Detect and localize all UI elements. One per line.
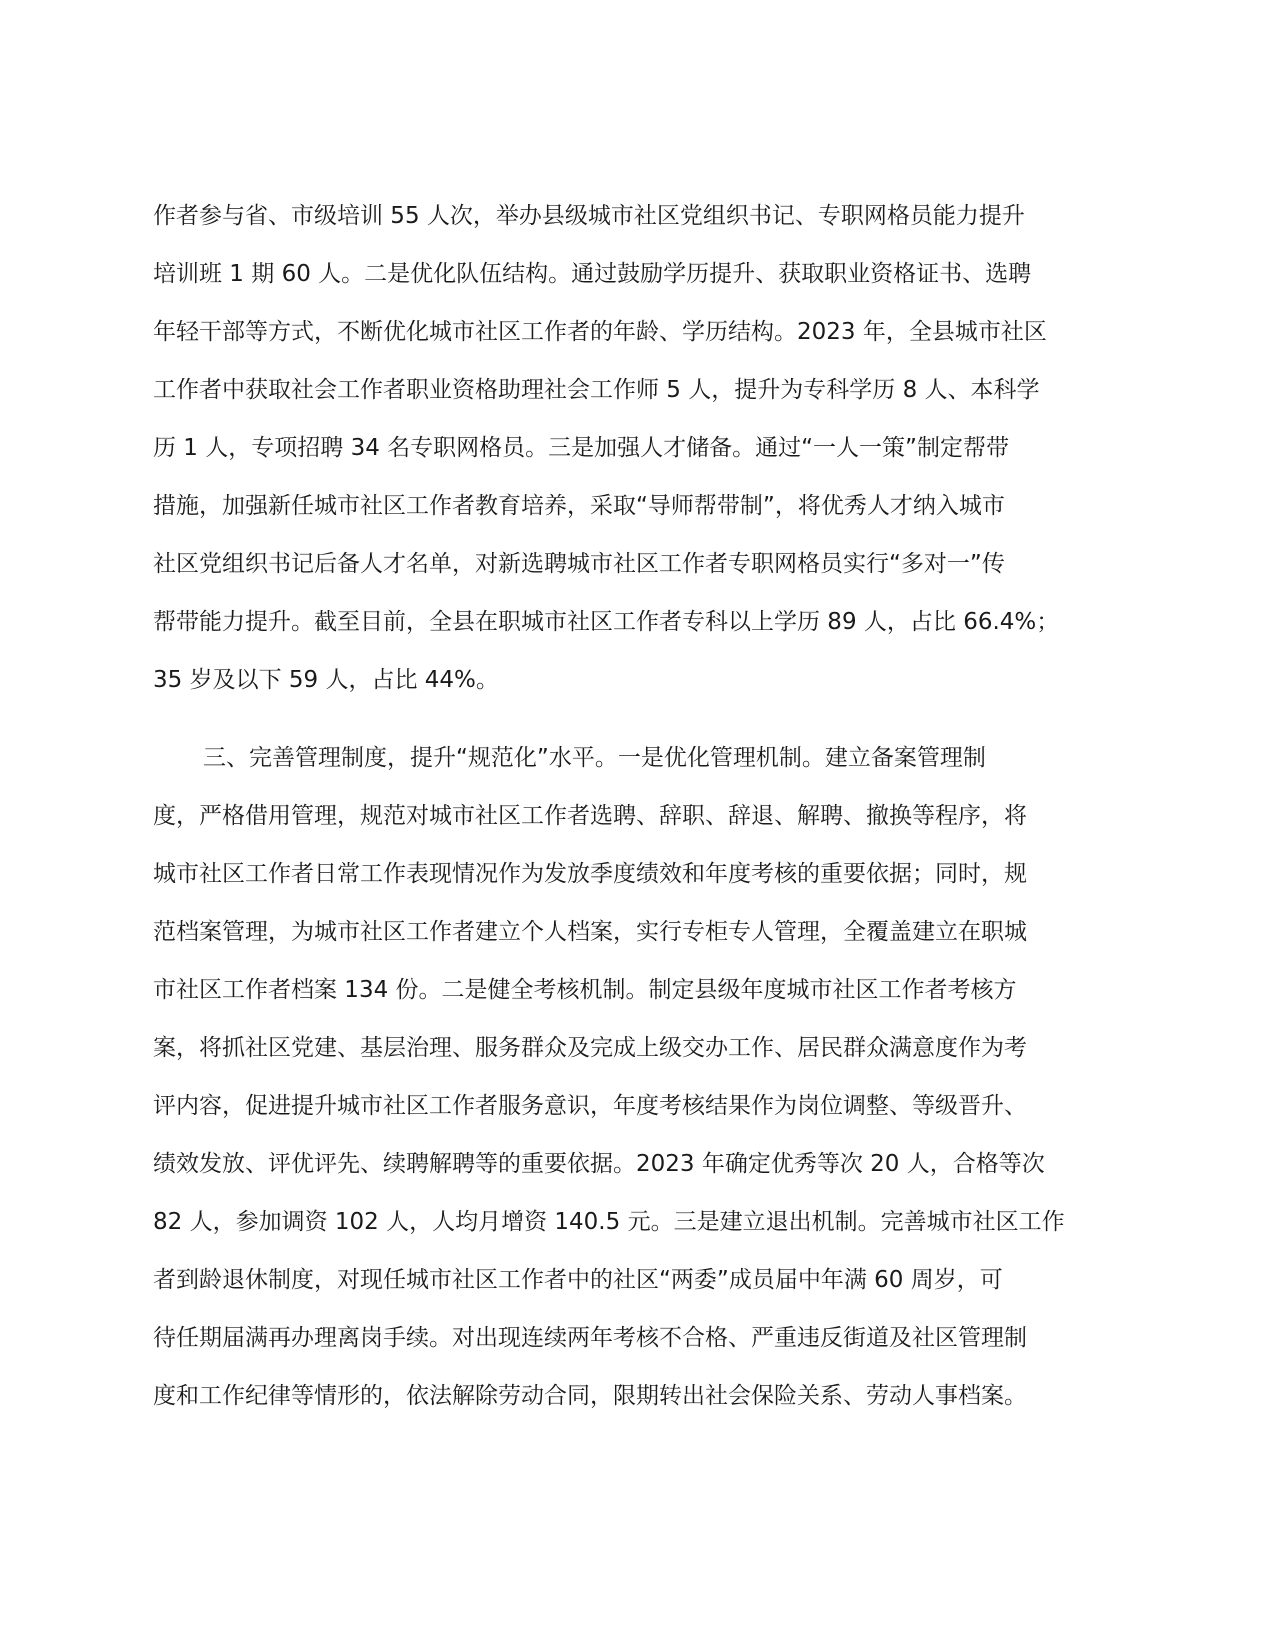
text-line: 82 人，参加调资 102 人，人均月增资 140.5 元。三是建立退出机制。完善城市社区工作 <box>153 1209 1065 1235</box>
text-line: 三、完善管理制度，提升“规范化”水平。一是优化管理机制。建立备案管理制 <box>203 745 986 771</box>
text-line: 培训班 1 期 60 人。二是优化队伍结构。通过鼓励学历提升、获取职业资格证书、选聘 <box>153 261 1032 287</box>
text-line: 度，严格借用管理，规范对城市社区工作者选聘、辞职、辞退、解聘、撤换等程序，将 <box>153 803 1027 829</box>
text-line: 待任期届满再办理离岗手续。对出现连续两年考核不合格、严重违反街道及社区管理制 <box>153 1325 1027 1351</box>
text-line: 历 1 人，专项招聘 34 名专职网格员。三是加强人才储备。通过“一人一策”制定帮带 <box>153 435 1009 461</box>
text-line: 绩效发放、评优评先、续聘解聘等的重要依据。2023 年确定优秀等次 20 人，合格等次 <box>153 1151 1045 1177</box>
text-line: 范档案管理，为城市社区工作者建立个人档案，实行专柜专人管理，全覆盖建立在职城 <box>153 919 1027 945</box>
text-line: 社区党组织书记后备人才名单，对新选聘城市社区工作者专职网格员实行“多对一”传 <box>153 551 1005 577</box>
text-line: 作者参与省、市级培训 55 人次，举办县级城市社区党组织书记、专职网格员能力提升 <box>153 203 1025 229</box>
text-line: 市社区工作者档案 134 份。二是健全考核机制。制定县级年度城市社区工作者考核方 <box>153 977 1017 1003</box>
text-line: 措施，加强新任城市社区工作者教育培养，采取“导师帮带制”，将优秀人才纳入城市 <box>153 493 1005 519</box>
text-line: 案，将抓社区党建、基层治理、服务群众及完成上级交办工作、居民群众满意度作为考 <box>153 1035 1027 1061</box>
text-line: 者到龄退休制度，对现任城市社区工作者中的社区“两委”成员届中年满 60 周岁，可 <box>153 1267 1003 1293</box>
text-line: 年轻干部等方式，不断优化城市社区工作者的年龄、学历结构。2023 年，全县城市社区 <box>153 319 1047 345</box>
text-line: 35 岁及以下 59 人，占比 44%。 <box>153 667 499 693</box>
text-line: 城市社区工作者日常工作表现情况作为发放季度绩效和年度考核的重要依据；同时，规 <box>153 861 1027 887</box>
text-line: 工作者中获取社会工作者职业资格助理社会工作师 5 人，提升为专科学历 8 人、本科学 <box>153 377 1040 403</box>
text-line: 帮带能力提升。截至目前，全县在职城市社区工作者专科以上学历 89 人，占比 66.4%； <box>153 609 1060 635</box>
text-line: 评内容，促进提升城市社区工作者服务意识，年度考核结果作为岗位调整、等级晋升、 <box>153 1093 1027 1119</box>
text-line: 度和工作纪律等情形的，依法解除劳动合同，限期转出社会保险关系、劳动人事档案。 <box>153 1383 1027 1409</box>
